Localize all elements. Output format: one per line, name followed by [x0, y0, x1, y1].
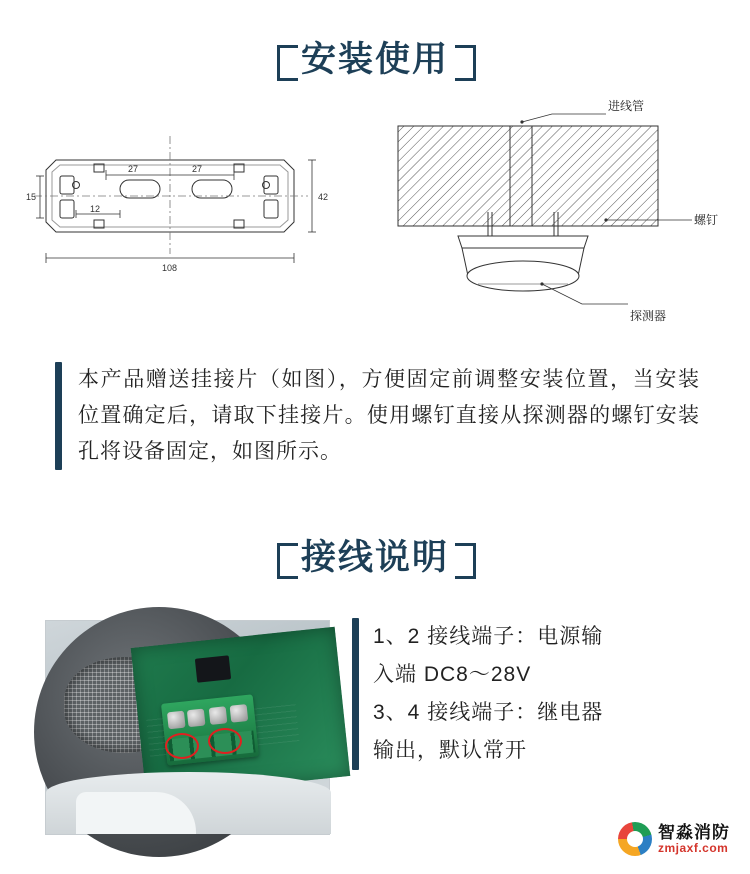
dim-108: 108 [162, 263, 178, 273]
dim-27-left: 27 [128, 164, 139, 174]
terminal-screw [187, 709, 206, 728]
label-screw: 螺钉 [694, 213, 719, 227]
bracket-left-icon [277, 543, 295, 573]
wiring-line-3: 3、4 接线端子：继电器 [373, 701, 604, 724]
dim-15: 15 [26, 192, 37, 202]
brand-logo [618, 822, 730, 856]
section-heading-wiring-label: 接线说明 [300, 538, 449, 577]
drawings-row [0, 99, 750, 333]
label-conduit: 进线管 [608, 99, 645, 113]
terminal-screw [209, 706, 228, 725]
dim-12: 12 [90, 204, 101, 214]
wiring-line-1: 1、2 接线端子：电源输 [373, 625, 604, 648]
wiring-line-4: 输出，默认常开 [373, 739, 527, 762]
terminal-screw [167, 711, 186, 730]
install-description-text: 本产品赠送挂接片（如图），方便固定前调整安装位置，当安装位置确定后，请取下挂接片。使用螺钉直接从探测器的螺钉安装孔将设备固定，如图所示。 [78, 368, 700, 463]
bracket-right-icon [455, 543, 473, 573]
ceiling-installation-drawing [392, 99, 732, 338]
wiring-description-block [352, 618, 712, 770]
relay-component [195, 655, 231, 682]
logo-company-name: 智淼消防 [658, 822, 730, 842]
logo-text [658, 824, 730, 854]
bracket-right-icon [455, 45, 473, 75]
highlight-circle-terminal-34 [208, 728, 242, 754]
section-heading-wiring [0, 540, 750, 575]
install-description-block [55, 362, 700, 470]
accent-bar [352, 618, 359, 770]
wiring-line-2: 入端 DC8～28V [373, 663, 532, 686]
terminal-screw [230, 704, 249, 723]
logo-mark-icon [618, 822, 652, 856]
dim-27-right: 27 [192, 164, 203, 174]
highlight-circle-terminal-12 [165, 733, 199, 759]
mounting-plate-dimension-drawing [16, 126, 346, 331]
section-heading-install [0, 42, 750, 77]
label-detector: 探测器 [630, 309, 667, 323]
section-heading-install-label: 安装使用 [300, 40, 449, 79]
dim-42: 42 [318, 192, 329, 202]
terminal-block-photo [45, 620, 330, 835]
detector-base-tab [76, 792, 196, 834]
wiring-description-text [373, 618, 603, 770]
accent-bar [55, 362, 62, 470]
bracket-left-icon [277, 45, 295, 75]
logo-website: zmjaxf.com [658, 840, 729, 855]
